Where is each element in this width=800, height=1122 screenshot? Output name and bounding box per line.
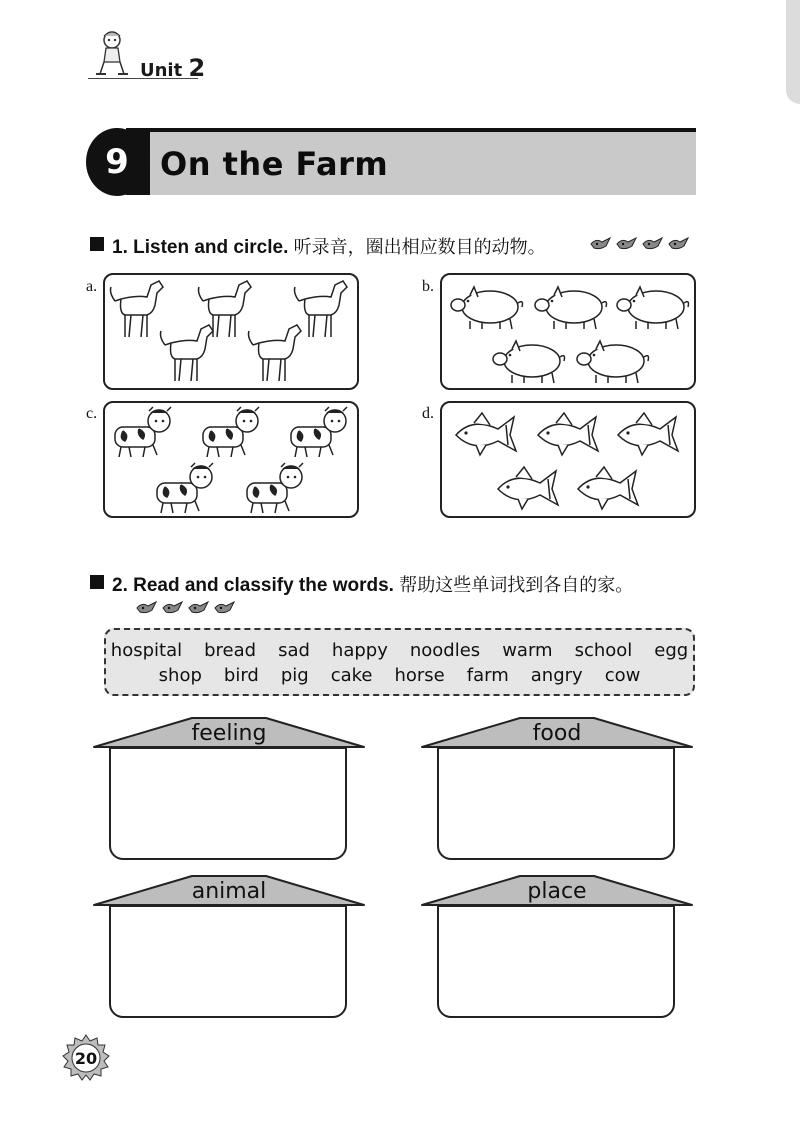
exercise1-heading-en: 1. Listen and circle. xyxy=(112,237,289,258)
fish-icon xyxy=(574,463,646,513)
picture-box-pigs[interactable] xyxy=(440,273,696,390)
word-bank-row-2 xyxy=(106,665,693,686)
word-item[interactable]: hospital xyxy=(110,640,183,661)
house-box-animal[interactable] xyxy=(109,905,347,1018)
pig-icon xyxy=(574,339,652,385)
page-edge-tab xyxy=(786,0,800,104)
cow-icon xyxy=(197,405,263,461)
mascot-icon xyxy=(92,28,132,78)
lesson-number: 9 xyxy=(86,128,148,196)
horse-icon xyxy=(245,323,307,387)
house-label-food: food xyxy=(532,721,582,746)
section-bullet xyxy=(90,575,104,589)
picture-box-horses[interactable] xyxy=(103,273,359,390)
word-item[interactable]: bird xyxy=(223,665,259,686)
house-box-place[interactable] xyxy=(437,905,675,1018)
word-bank-row-1 xyxy=(106,640,693,661)
cow-icon xyxy=(109,405,175,461)
word-item[interactable]: noodles xyxy=(409,640,481,661)
unit-word: Unit xyxy=(140,60,183,81)
fish-icon xyxy=(534,409,606,459)
unit-number: 2 xyxy=(188,54,206,82)
picture-box-cows[interactable] xyxy=(103,401,359,518)
exercise1-heading xyxy=(112,233,546,259)
word-item[interactable]: cow xyxy=(604,665,641,686)
pig-icon xyxy=(614,285,692,331)
cow-icon xyxy=(241,461,307,517)
option-letter-b: b. xyxy=(422,278,434,295)
house-box-feeling[interactable] xyxy=(109,747,347,860)
star-icon xyxy=(212,598,236,616)
word-item[interactable]: angry xyxy=(530,665,583,686)
fish-icon xyxy=(614,409,686,459)
house-label-feeling: feeling xyxy=(191,721,267,746)
exercise2-heading-cn: 帮助这些单词找到各自的家。 xyxy=(399,575,634,596)
star-icon xyxy=(666,234,690,252)
word-item[interactable]: cake xyxy=(330,665,373,686)
word-item[interactable]: horse xyxy=(394,665,445,686)
difficulty-stars xyxy=(134,598,236,616)
lesson-title: On the Farm xyxy=(160,144,389,183)
word-bank xyxy=(104,628,695,696)
header-rule xyxy=(88,78,198,79)
word-item[interactable]: school xyxy=(574,640,633,661)
word-item[interactable]: warm xyxy=(502,640,553,661)
star-icon xyxy=(588,234,612,252)
pig-icon xyxy=(448,285,526,331)
exercise2-heading-en: 2. Read and classify the words. xyxy=(112,575,394,596)
star-icon xyxy=(614,234,638,252)
word-item[interactable]: egg xyxy=(654,640,689,661)
word-item[interactable]: happy xyxy=(331,640,388,661)
cow-icon xyxy=(151,461,217,517)
exercise2-heading xyxy=(112,571,633,597)
word-item[interactable]: farm xyxy=(466,665,509,686)
option-letter-c: c. xyxy=(86,405,98,422)
star-icon xyxy=(160,598,184,616)
house-label-animal: animal xyxy=(191,879,267,904)
word-item[interactable]: shop xyxy=(158,665,202,686)
horse-icon xyxy=(157,323,219,387)
option-letter-d: d. xyxy=(422,405,434,422)
lesson-title-box xyxy=(150,132,696,195)
page-number: 20 xyxy=(74,1048,98,1068)
star-icon xyxy=(134,598,158,616)
house-label-place: place xyxy=(527,879,587,904)
cow-icon xyxy=(285,405,351,461)
section-bullet xyxy=(90,237,104,251)
exercise1-heading-cn: 听录音，圈出相应数目的动物。 xyxy=(293,237,546,258)
word-item[interactable]: bread xyxy=(204,640,257,661)
word-item[interactable]: sad xyxy=(278,640,310,661)
star-icon xyxy=(640,234,664,252)
pig-icon xyxy=(490,339,568,385)
star-icon xyxy=(186,598,210,616)
difficulty-stars xyxy=(588,234,690,252)
pig-icon xyxy=(532,285,610,331)
option-letter-a: a. xyxy=(86,278,98,295)
house-box-food[interactable] xyxy=(437,747,675,860)
word-item[interactable]: pig xyxy=(280,665,309,686)
fish-icon xyxy=(452,409,524,459)
picture-box-fish[interactable] xyxy=(440,401,696,518)
fish-icon xyxy=(494,463,566,513)
